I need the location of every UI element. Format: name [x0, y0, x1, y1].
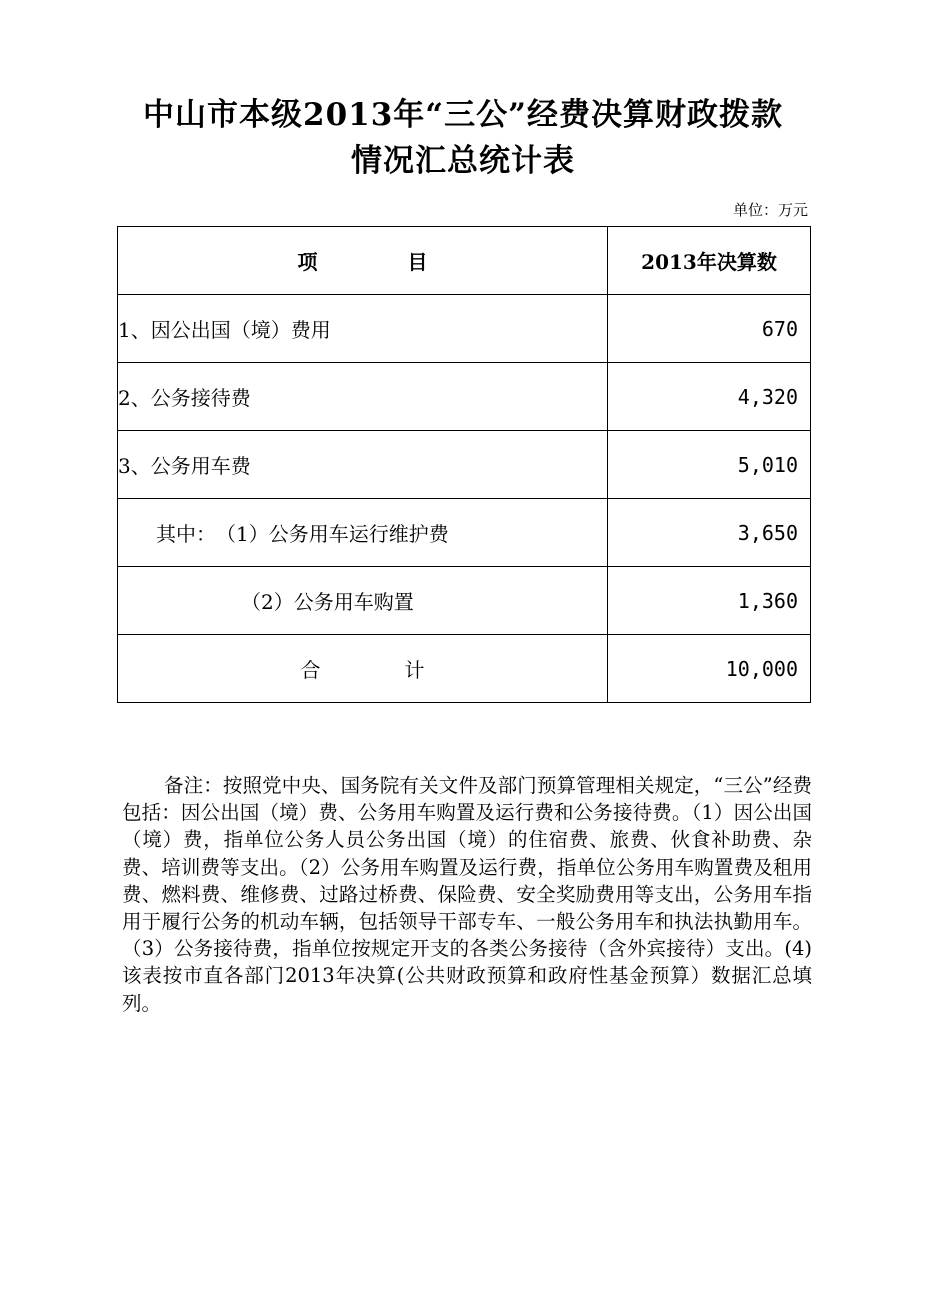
header-value: 2013年决算数 — [608, 227, 811, 295]
row-value: 4,320 — [608, 363, 811, 431]
title-line-1: 中山市本级2013年“三公”经费决算财政拨款 — [143, 97, 783, 133]
row-value: 3,650 — [608, 499, 811, 567]
header-item-char-a: 项 — [297, 250, 318, 274]
total-label — [118, 635, 608, 703]
page-title — [0, 92, 926, 184]
header-item — [118, 227, 608, 295]
total-label-char-b: 计 — [404, 658, 425, 682]
table-row — [118, 363, 811, 431]
row-value: 670 — [608, 295, 811, 363]
table-row — [118, 499, 811, 567]
row-label: 2、公务接待费 — [118, 363, 608, 431]
table-total-row — [118, 635, 811, 703]
row-value: 5,010 — [608, 431, 811, 499]
total-value: 10,000 — [608, 635, 811, 703]
row-label: （2）公务用车购置 — [118, 567, 608, 635]
header-item-char-b: 目 — [407, 250, 428, 274]
summary-table — [117, 226, 811, 703]
table-header-row — [118, 227, 811, 295]
row-value: 1,360 — [608, 567, 811, 635]
title-line-2: 情况汇总统计表 — [351, 143, 575, 179]
total-label-char-a: 合 — [300, 658, 321, 682]
footnote: 备注：按照党中央、国务院有关文件及部门预算管理相关规定，“三公”经费包括：因公出国（境）费、公务用车购置及运行费和公务接待费。（1）因公出国（境）费，指单位公务人员公务出国（境）的住宿费、旅费、伙食补助费、杂费、培训费等支出。（2）公务用车购置及运行费，指单位公务用车购置费及租用费、燃料费、维修费、过路过桥费、保险费、安全奖励费用等支出，公务用车指用于履行公务的机动车辆，包括领导干部专车、一般公务用车和执法执勤用车。（3）公务接待费，指单位按规定开支的各类公务接待（含外宾接待）支出。(4)该表按市直各部门2013年决算(公共财政预算和政府性基金预算）数据汇总填列。 — [122, 774, 812, 1015]
table-row — [118, 431, 811, 499]
row-label: 其中： （1）公务用车运行维护费 — [118, 499, 608, 567]
table-row — [118, 295, 811, 363]
unit-label: 单位：万元 — [732, 201, 808, 219]
row-label: 3、公务用车费 — [118, 431, 608, 499]
table-row — [118, 567, 811, 635]
row-label: 1、因公出国（境）费用 — [118, 295, 608, 363]
